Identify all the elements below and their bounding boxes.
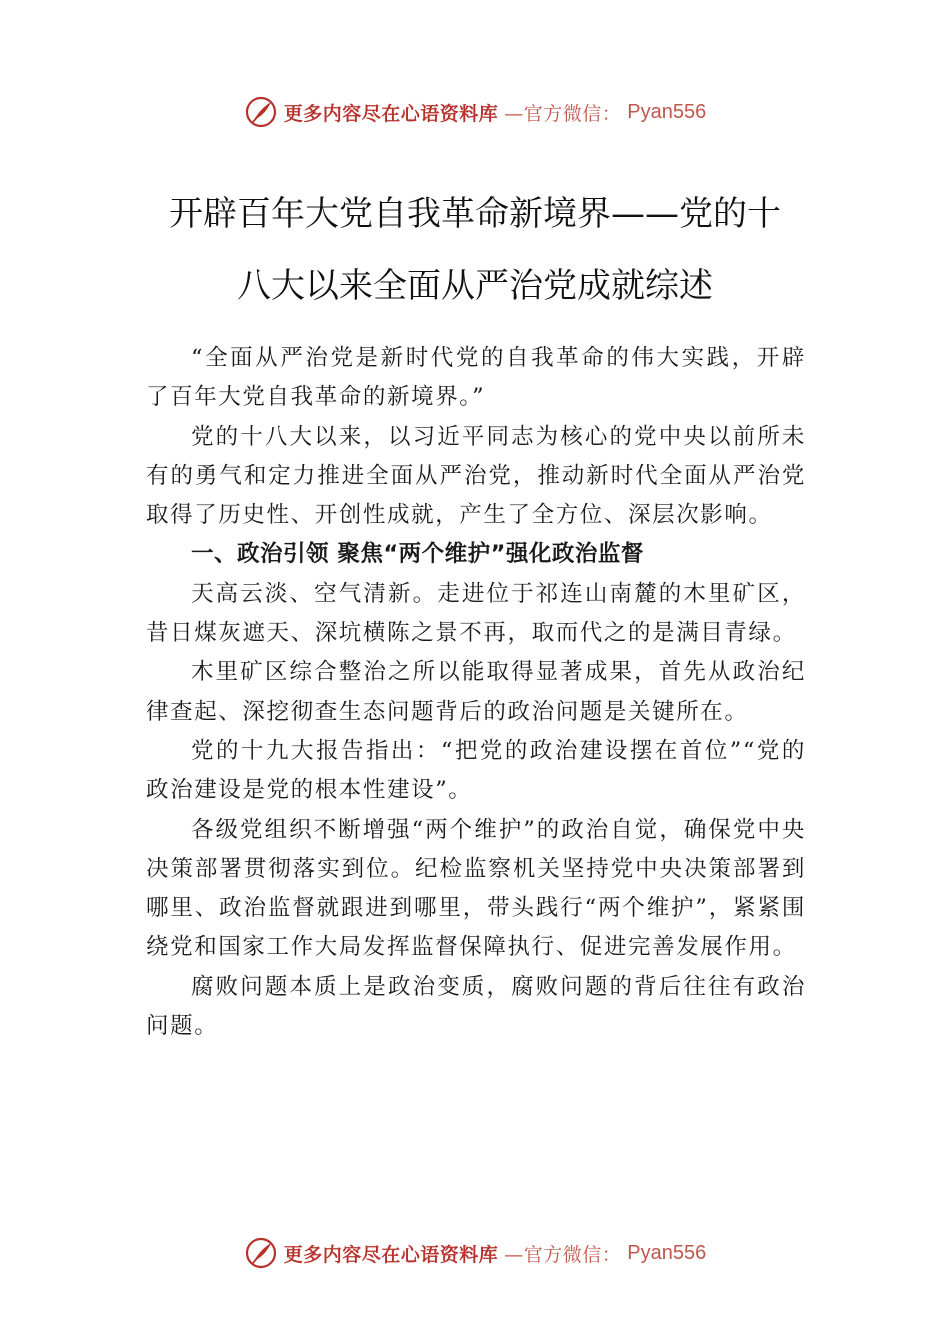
paragraph-5: 党的十九大报告指出：“把党的政治建设摆在首位”“党的政治建设是党的根本性建设”。 [146,737,806,804]
watermark-sub-text: —官方微信： [504,102,622,125]
title-line-2: 八大以来全面从严治党成就综述 [237,266,713,306]
paragraph-3: 天高云淡、空气清新。走进位于祁连山南麓的木里矿区，昔日煤灰遮天、深坑横陈之景不再，取而代之的是满目青绿。 [146,580,806,647]
paragraph-7: 腐败问题本质上是政治变质，腐败问题的背后往往有政治问题。 [146,973,806,1040]
watermark-wechat-id: Pyan556 [627,100,707,123]
paragraph-2: 党的十八大以来，以习近平同志为核心的党中央以前所未有的勇气和定力推进全面从严治党，推动新时代全面从严治党取得了历史性、开创性成就，产生了全方位、深层次影响。 [146,423,806,529]
quill-logo-icon [244,1236,278,1270]
document-title [120,178,830,322]
document-body [146,339,806,1046]
paragraph-4: 木里矿区综合整治之所以能取得显著成果，首先从政治纪律查起、深挖彻查生态问题背后的政治问题是关键所在。 [146,659,806,725]
watermark-header [0,92,950,132]
quill-logo-icon [244,95,278,129]
section-heading-1: 一、政治引领 聚焦“两个维护”强化政治监督 [191,541,644,568]
paragraph-1: “全面从严治党是新时代党的自我革命的伟大实践，开辟了百年大党自我革命的新境界。” [146,345,806,411]
title-line-1: 开辟百年大党自我革命新境界——党的十 [169,194,781,234]
watermark-wechat-id: Pyan556 [627,1241,707,1264]
watermark-sub-text: —官方微信： [504,1243,622,1266]
watermark-main-text: 更多内容尽在心语资料库 [283,1243,499,1266]
paragraph-6: 各级党组织不断增强“两个维护”的政治自觉，确保党中央决策部署贯彻落实到位。纪检监察机关坚持党中央决策部署到哪里、政治监督就跟进到哪里，带头践行“两个维护”，紧紧围绕党和国家工作大局发挥监督保障执行、促进完善发展作用。 [146,816,806,961]
watermark-main-text: 更多内容尽在心语资料库 [283,102,499,125]
watermark-footer [0,1233,950,1273]
